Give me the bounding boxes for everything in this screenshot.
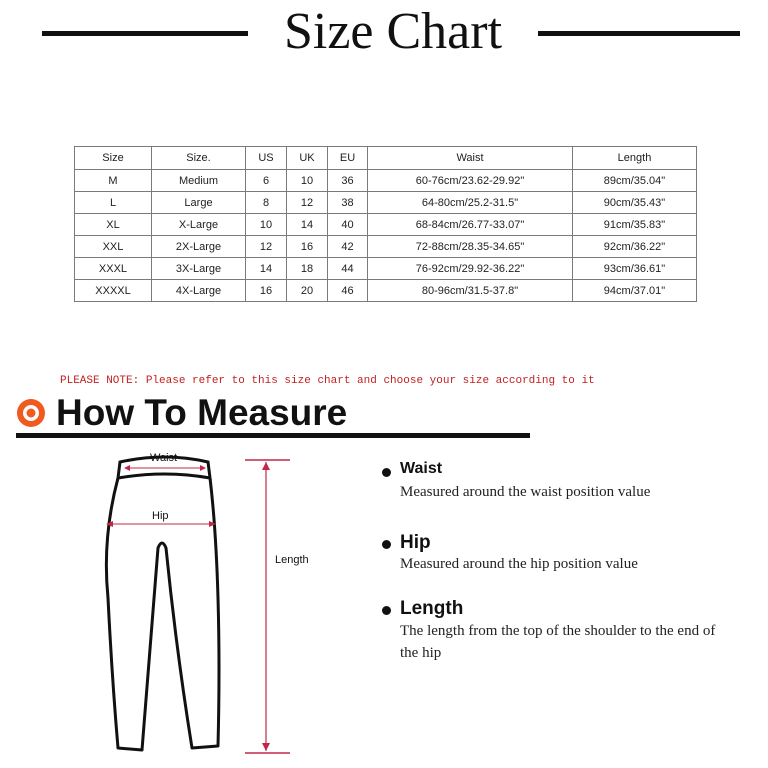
table-cell: XL [75, 214, 152, 236]
table-cell: 36 [328, 170, 368, 192]
measure-item-description: Measured around the hip position value [400, 556, 638, 572]
table-cell: 10 [287, 170, 328, 192]
diagram-label-waist: Waist [150, 452, 178, 464]
size-chart-header [0, 0, 768, 70]
table-cell: 6 [246, 170, 287, 192]
bullet-dot-icon [382, 606, 391, 615]
pants-illustration [90, 448, 330, 760]
table-cell: 64-80cm/25.2-31.5" [368, 192, 573, 214]
size-table [74, 146, 697, 302]
table-row [75, 280, 697, 302]
table-cell: 14 [246, 258, 287, 280]
column-header: EU [328, 147, 368, 170]
table-cell: 92cm/36.22" [573, 236, 697, 258]
table-header-row [75, 147, 697, 170]
table-cell: 18 [287, 258, 328, 280]
pants-diagram [90, 448, 330, 760]
table-cell: 42 [328, 236, 368, 258]
table-cell: 8 [246, 192, 287, 214]
table-cell: 14 [287, 214, 328, 236]
measure-item-title: Hip [400, 532, 431, 553]
table-row [75, 192, 697, 214]
table-cell: XXXXL [75, 280, 152, 302]
size-note: PLEASE NOTE: Please refer to this size chart and choose your size according to it [60, 375, 595, 387]
page-title: Size Chart [283, 3, 503, 60]
column-header: US [246, 147, 287, 170]
table-cell: 10 [246, 214, 287, 236]
how-to-measure-title: How To Measure [56, 392, 348, 433]
measure-item-description: Measured around the waist position value [400, 484, 651, 500]
table-cell: 89cm/35.04" [573, 170, 697, 192]
how-to-measure-header [16, 390, 536, 442]
table-row [75, 170, 697, 192]
column-header: Waist [368, 147, 573, 170]
column-header: UK [287, 147, 328, 170]
table-cell: 93cm/36.61" [573, 258, 697, 280]
diagram-label-hip: Hip [152, 510, 169, 522]
table-cell: 16 [287, 236, 328, 258]
table-cell: X-Large [152, 214, 246, 236]
table-cell: 40 [328, 214, 368, 236]
column-header: Size. [152, 147, 246, 170]
measure-item-title: Length [400, 598, 464, 619]
bullet-dot-icon [382, 540, 391, 549]
table-cell: 91cm/35.83" [573, 214, 697, 236]
table-cell: 90cm/35.43" [573, 192, 697, 214]
table-cell: 68-84cm/26.77-33.07" [368, 214, 573, 236]
how-to-measure-rule [16, 433, 530, 438]
table-row [75, 214, 697, 236]
table-cell: 76-92cm/29.92-36.22" [368, 258, 573, 280]
table-cell: XXL [75, 236, 152, 258]
table-cell: 4X-Large [152, 280, 246, 302]
column-header: Size [75, 147, 152, 170]
table-cell: L [75, 192, 152, 214]
table-cell: 16 [246, 280, 287, 302]
bullet-dot-icon [382, 468, 391, 477]
table-row [75, 236, 697, 258]
table-cell: M [75, 170, 152, 192]
table-cell: 38 [328, 192, 368, 214]
table-cell: 80-96cm/31.5-37.8" [368, 280, 573, 302]
table-cell: 20 [287, 280, 328, 302]
table-cell: Medium [152, 170, 246, 192]
table-cell: 94cm/37.01" [573, 280, 697, 302]
header-rule-left [42, 31, 248, 36]
column-header: Length [573, 147, 697, 170]
table-cell: 12 [287, 192, 328, 214]
table-cell: XXXL [75, 258, 152, 280]
diagram-label-length: Length [275, 554, 309, 566]
measure-item-description: The length from the top of the shoulder to the end of the hip [400, 623, 716, 661]
table-cell: 46 [328, 280, 368, 302]
table-cell: 72-88cm/28.35-34.65" [368, 236, 573, 258]
table-cell: 44 [328, 258, 368, 280]
table-row [75, 258, 697, 280]
table-cell: Large [152, 192, 246, 214]
target-icon [16, 398, 46, 428]
table-cell: 2X-Large [152, 236, 246, 258]
table-cell: 60-76cm/23.62-29.92" [368, 170, 573, 192]
header-rule-right [538, 31, 740, 36]
table-cell: 3X-Large [152, 258, 246, 280]
table-cell: 12 [246, 236, 287, 258]
measure-item-title: Waist [400, 460, 443, 477]
